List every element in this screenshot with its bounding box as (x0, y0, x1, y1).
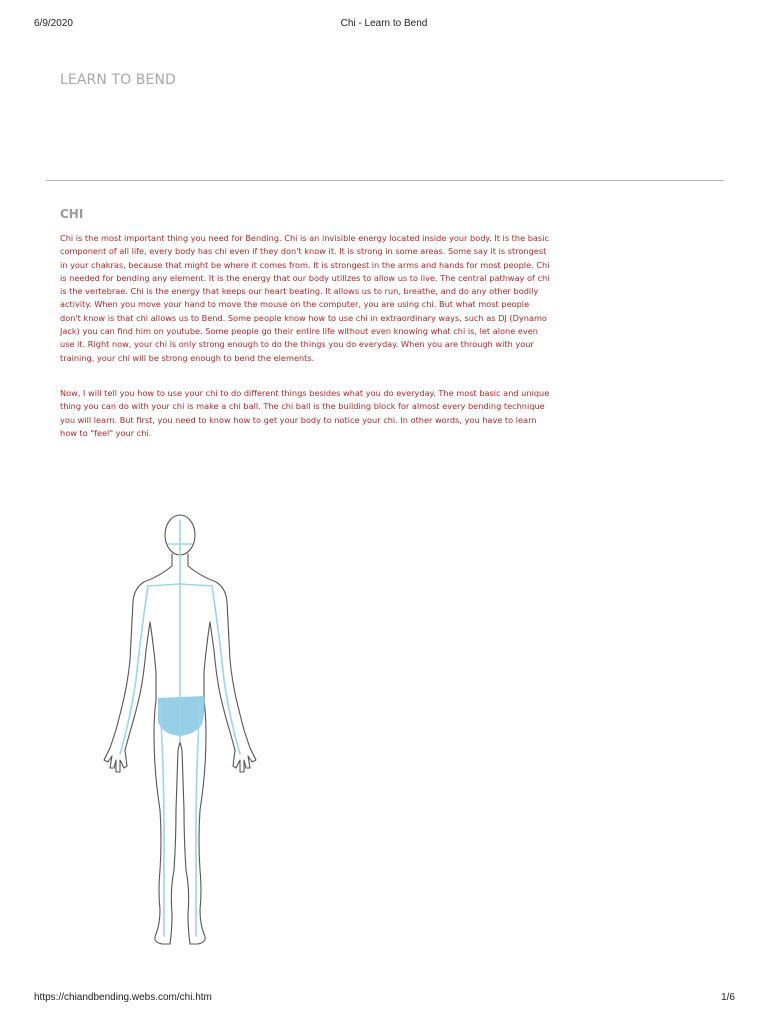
paragraph-1: Chi is the most important thing you need for Bending. Chi is an invisible energy located inside your body. It is the basic component of all life, every body has chi even if they don't know it. It is strong in some areas. Some say it is strongest in your chakras, because that might be where it comes from. It is strongest in the arms and hands for most people. Chi is needed for bending any element. It is the energy that our body utilizes to allow us to live. The central pathway of chi is the vertebrae. Chi is the energy that keeps our heart beating. It allows us to run, breathe, and do any other bodily activity. When you move your hand to move the mouse on the computer, you are using chi. But what most people don't know is that chi allows us to Bend. Some people know how to use chi in extraordinary ways, such as DJ (Dynamo Jack) you can find him on youtube. Some people go their entire life without even knowing what chi is, let alone even use it. Right now, your chi is only strong enough to do the things you do everyday. When you are through with your training, your chi will be strong enough to bend the elements. (60, 233, 550, 363)
print-date: 6/9/2020 (34, 18, 73, 29)
header-divider (46, 180, 724, 181)
chi-pathways (120, 520, 240, 936)
print-footer (0, 992, 768, 1006)
print-url[interactable]: https://chiandbending.webs.com/chi.htm (34, 992, 212, 1003)
section-heading: CHI (60, 207, 84, 221)
human-body-illustration (100, 510, 280, 960)
print-title: Chi - Learn to Bend (340, 18, 428, 29)
print-header (0, 18, 768, 32)
chi-pathway-figure (100, 510, 280, 960)
print-page-number: 1/6 (721, 992, 735, 1003)
site-title[interactable]: LEARN TO BEND (60, 72, 176, 88)
chi-center-region (158, 696, 205, 736)
paragraph-2: Now, I will tell you how to use your chi to do different things besides what you do everyday. The most basic and unique thing you can do with your chi is make a chi ball. The chi ball is the building block for almost every bending technique you will learn. But first, you need to know how to get your body to notice your chi. In other words, you have to learn how to "feel" your chi. (60, 388, 550, 438)
